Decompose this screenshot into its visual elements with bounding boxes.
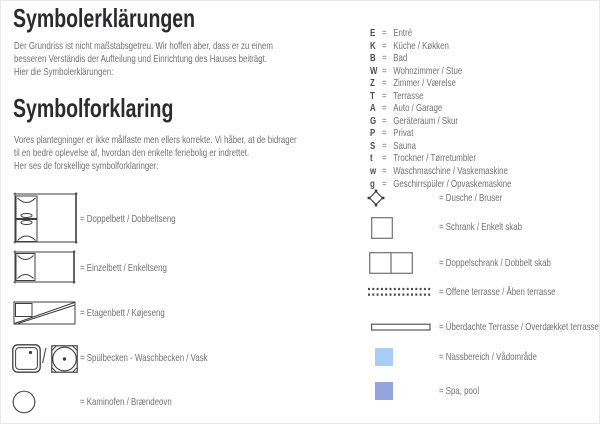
german-intro	[14, 40, 273, 79]
spa-pool-icon	[375, 382, 393, 400]
symbol-label: = Spa, pool	[439, 385, 480, 397]
symbol-label: = Doppelschrank / Dobbelt skab	[439, 257, 551, 269]
abbrev-label: Entré	[393, 27, 413, 39]
symbol-label: = Kaminofen / Brændeovn	[80, 396, 172, 408]
symbol-label: = Offene terrasse / Åben terrasse	[439, 286, 556, 298]
equals-sign: =	[382, 52, 387, 64]
single-cabinet-icon	[371, 217, 393, 239]
wood-stove-icon	[12, 390, 36, 414]
equals-sign: =	[382, 178, 387, 190]
abbrev-label: Küche / Køkken	[393, 40, 449, 52]
danish-title: Symbolforklaring	[13, 93, 174, 123]
equals-sign: =	[382, 90, 387, 102]
abbrev-label: Wohnzimmer / Stue	[393, 65, 463, 77]
abbrev-label: Sauna	[393, 140, 417, 152]
abbrev-row	[370, 152, 476, 164]
sink-separator-slash: /	[42, 346, 47, 368]
abbrev-label: Zimmer / Værelse	[393, 77, 456, 89]
wet-area-icon	[375, 348, 393, 366]
abbrev-label: Trockner / Tørretumbler	[393, 152, 476, 164]
danish-intro-line3: Her ses de forskellige symbolforklaringer:	[14, 160, 159, 172]
abbrev-row	[370, 115, 458, 127]
abbrev-row	[370, 65, 462, 77]
shower-icon	[368, 190, 384, 206]
covered-terrace-icon	[371, 323, 431, 332]
symbol-label: = Dusche / Bruser	[439, 192, 503, 204]
kitchen-sink-icon	[12, 344, 41, 373]
german-intro-line3: Hier die Symbolerklärungen:	[14, 66, 114, 78]
abbrev-label: Terrasse	[393, 90, 424, 102]
double-bed-icon	[13, 192, 78, 244]
abbrev-letter: W	[370, 65, 378, 77]
washbasin-icon	[51, 345, 78, 373]
equals-sign: =	[382, 140, 387, 152]
danish-intro-line2: til en bedre oplevelse af, hvordan den enkelte feriebolig er indrettet.	[14, 147, 250, 159]
abbrev-row	[370, 127, 413, 139]
abbrev-letter: g	[370, 178, 375, 190]
german-intro-line1: Der Grundriss ist nicht maßstabsgetreu. Wir hoffen aber, dass er zu einem	[14, 40, 273, 52]
abbrev-letter: E	[370, 27, 376, 39]
abbrev-letter: P	[370, 127, 376, 139]
abbrev-letter: T	[370, 90, 375, 102]
abbrev-label: Waschmaschine / Vaskemaskine	[393, 165, 508, 177]
equals-sign: =	[382, 152, 387, 164]
abbrev-letter: Z	[370, 77, 375, 89]
symbol-label: = Nassbereich / Vådområde	[439, 351, 537, 363]
abbrev-label: Auto / Garage	[393, 102, 443, 114]
single-bed-icon	[13, 250, 76, 284]
equals-sign: =	[382, 77, 387, 89]
open-terrace-icon	[368, 287, 432, 297]
equals-sign: =	[382, 115, 387, 127]
abbrev-row	[370, 90, 423, 102]
abbrev-letter: w	[370, 165, 377, 177]
abbrev-row	[370, 27, 412, 39]
abbrev-letter: A	[370, 102, 376, 114]
abbrev-row	[370, 40, 449, 52]
symbol-label: = Doppelbett / Dobbeltseng	[80, 213, 176, 225]
abbrev-letter: K	[370, 40, 376, 52]
equals-sign: =	[382, 165, 387, 177]
equals-sign: =	[382, 127, 387, 139]
equals-sign: =	[382, 27, 387, 39]
double-cabinet-icon	[369, 252, 413, 274]
abbrev-letter: G	[370, 115, 377, 127]
abbrev-label: Geräteraum / Skur	[393, 115, 459, 127]
abbrev-row	[370, 77, 456, 89]
symbol-label: = Schrank / Enkelt skab	[439, 221, 522, 233]
equals-sign: =	[382, 40, 387, 52]
symbol-label: = Etagenbett / Køjeseng	[80, 307, 165, 319]
abbrev-row	[370, 140, 416, 152]
abbrev-label: Geschirrspüler / Opvaskemaskine	[393, 178, 512, 190]
symbol-label: = Überdachte Terrasse / Overdækket terrasse	[439, 321, 599, 333]
german-title: Symbolerklärungen	[13, 3, 196, 33]
german-intro-line2: besseren Verständis der Aufteilung und Einrichtung des Hauses beiträgt.	[14, 53, 268, 65]
equals-sign: =	[382, 65, 387, 77]
symbol-label: = Spülbecken - Waschbecken / Vask	[80, 352, 208, 364]
bunk-bed-icon	[12, 300, 77, 326]
abbrev-letter: B	[370, 52, 376, 64]
abbrev-letter: S	[370, 140, 376, 152]
abbrev-row	[370, 165, 508, 177]
abbrev-row	[370, 102, 442, 114]
equals-sign: =	[382, 102, 387, 114]
danish-intro-line1: Vores plantegninger er ikke målfaste men ellers korrekte. Vi håber, at de bidrager	[14, 134, 297, 146]
abbrev-row	[370, 178, 511, 190]
abbrev-letter: t	[370, 152, 373, 164]
abbrev-label: Privat	[393, 127, 414, 139]
danish-intro	[14, 134, 297, 173]
abbrev-row	[370, 52, 407, 64]
symbol-label: = Einzelbett / Enkeltseng	[80, 262, 167, 274]
abbrev-label: Bad	[393, 52, 408, 64]
